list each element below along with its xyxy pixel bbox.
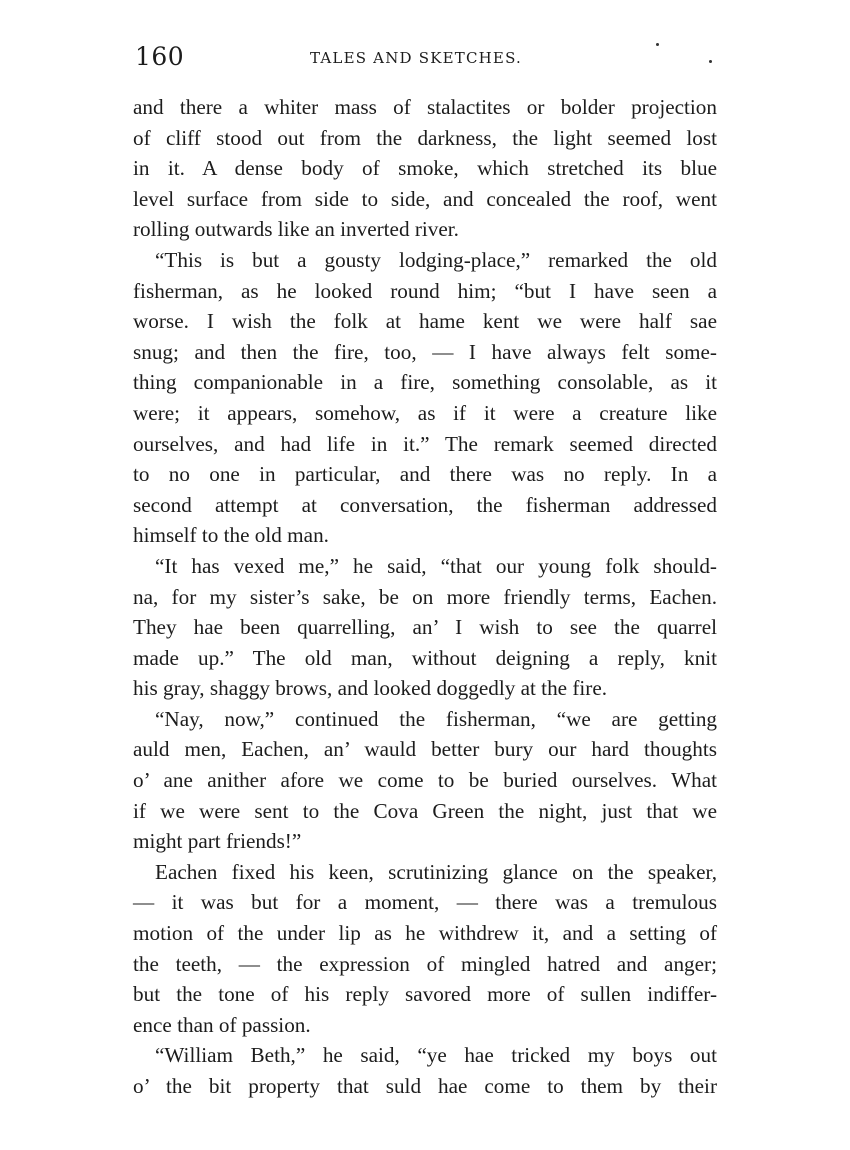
print-speck xyxy=(709,60,712,63)
body-text xyxy=(133,92,717,1102)
text-line: “This is but a gousty lodging-place,” remarked the old xyxy=(155,247,717,272)
text-line: fisherman, as he looked round him; “but I have seen a xyxy=(133,278,717,303)
text-line: o’ ane anither afore we come to be buried ourselves. What xyxy=(133,768,717,793)
text-line: “Nay, now,” continued the fisherman, “we are getting xyxy=(155,706,717,731)
running-title: TALES AND SKETCHES. xyxy=(310,49,522,67)
page-header xyxy=(135,40,720,80)
text-line: of cliff stood out from the darkness, the light seemed lost xyxy=(133,125,717,150)
text-line: They hae been quarrelling, an’ I wish to see the quarrel xyxy=(133,615,717,640)
text-line: ourselves, and had life in it.” The remark seemed directed xyxy=(133,431,717,456)
text-line: ence than of passion. xyxy=(133,1012,311,1037)
text-line: o’ the bit property that suld hae come to them by their xyxy=(133,1074,717,1098)
text-line: Eachen fixed his keen, scrutinizing glance on the speaker, xyxy=(155,859,717,884)
text-line: motion of the under lip as he withdrew it, and a setting of xyxy=(133,921,717,946)
text-line: made up.” The old man, without deigning a reply, knit xyxy=(133,645,717,670)
print-speck xyxy=(656,43,659,46)
text-line: in it. A dense body of smoke, which stretched its blue xyxy=(133,156,717,181)
text-line: — it was but for a moment, — there was a tremulous xyxy=(133,890,717,915)
text-line: might part friends!” xyxy=(133,829,302,854)
text-line: “It has vexed me,” he said, “that our young folk should- xyxy=(155,553,717,578)
text-line: his gray, shaggy brows, and looked doggedly at the fire. xyxy=(133,676,608,701)
text-line: but the tone of his reply savored more of sullen indiffer- xyxy=(133,982,717,1007)
text-line: and there a whiter mass of stalactites or bolder projection xyxy=(133,95,717,119)
text-line: to no one in particular, and there was no reply. In a xyxy=(133,462,717,487)
text-line: if we were sent to the Cova Green the night, just that we xyxy=(133,798,717,823)
text-line: “William Beth,” he said, “ye hae tricked my boys out xyxy=(155,1043,717,1068)
text-line: level surface from side to side, and concealed the roof, went xyxy=(133,186,717,211)
text-line: auld men, Eachen, an’ wauld better bury our hard thoughts xyxy=(133,737,717,762)
text-line: rolling outwards like an inverted river. xyxy=(133,217,459,242)
text-line: second attempt at conversation, the fisherman addressed xyxy=(133,492,717,517)
page-number: 160 xyxy=(135,42,185,71)
text-line: himself to the old man. xyxy=(133,523,329,548)
text-line: thing companionable in a fire, something consolable, as it xyxy=(133,370,717,395)
text-line: na, for my sister’s sake, be on more friendly terms, Eachen. xyxy=(133,584,717,609)
text-line: worse. I wish the folk at hame kent we were half sae xyxy=(133,309,717,334)
text-line: snug; and then the fire, too, — I have always felt some- xyxy=(133,339,717,364)
text-line: were; it appears, somehow, as if it were a creature like xyxy=(133,400,717,425)
text-line: the teeth, — the expression of mingled hatred and anger; xyxy=(133,951,717,976)
